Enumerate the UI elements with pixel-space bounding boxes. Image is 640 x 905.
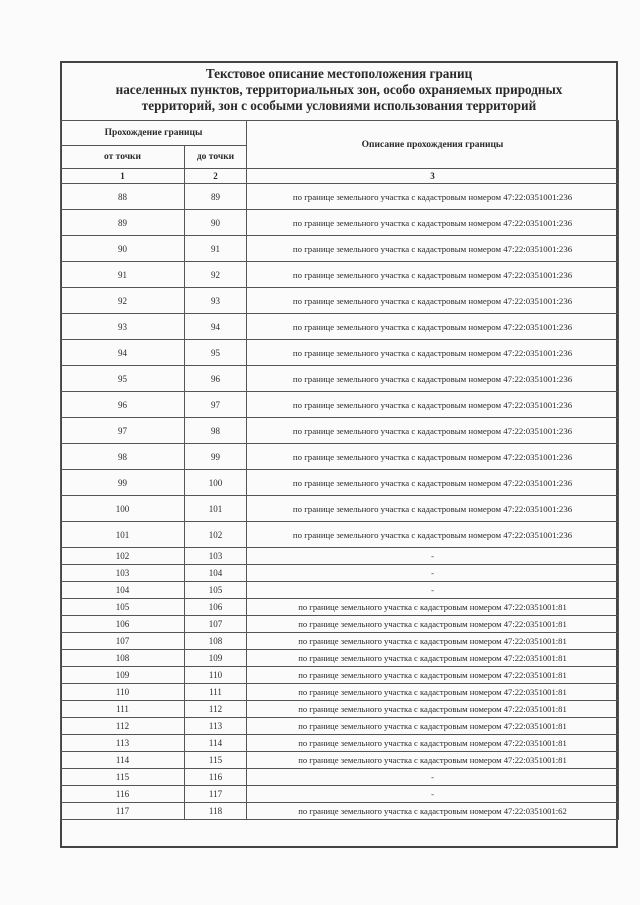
table-row	[61, 184, 619, 210]
from-point-cell: 96	[61, 392, 185, 418]
from-point-cell: 101	[61, 522, 185, 548]
to-point-cell: 103	[185, 548, 247, 565]
table-row	[61, 522, 619, 548]
description-cell: по границе земельного участка с кадастровым номером 47:22:0351001:236	[247, 314, 619, 340]
from-point-cell: 89	[61, 210, 185, 236]
description-cell: по границе земельного участка с кадастровым номером 47:22:0351001:236	[247, 522, 619, 548]
table-row	[61, 418, 619, 444]
table-row	[61, 667, 619, 684]
from-point-cell: 107	[61, 633, 185, 650]
description-cell: по границе земельного участка с кадастровым номером 47:22:0351001:236	[247, 288, 619, 314]
table-row	[61, 650, 619, 667]
from-point-cell: 102	[61, 548, 185, 565]
to-point-cell: 110	[185, 667, 247, 684]
description-cell: по границе земельного участка с кадастровым номером 47:22:0351001:236	[247, 262, 619, 288]
from-point-cell: 110	[61, 684, 185, 701]
from-point-cell: 116	[61, 786, 185, 803]
from-point-cell: 97	[61, 418, 185, 444]
to-point-cell: 118	[185, 803, 247, 820]
to-point-cell: 104	[185, 565, 247, 582]
from-point-cell: 106	[61, 616, 185, 633]
table-row	[61, 262, 619, 288]
description-cell: по границе земельного участка с кадастровым номером 47:22:0351001:236	[247, 444, 619, 470]
from-point-cell: 95	[61, 366, 185, 392]
from-point-cell: 115	[61, 769, 185, 786]
description-cell: по границе земельного участка с кадастровым номером 47:22:0351001:236	[247, 210, 619, 236]
description-cell: по границе земельного участка с кадастровым номером 47:22:0351001:236	[247, 496, 619, 522]
table-row	[61, 599, 619, 616]
to-point-cell: 111	[185, 684, 247, 701]
to-point-cell: 117	[185, 786, 247, 803]
header-to-point: до точки	[185, 146, 247, 169]
description-cell: по границе земельного участка с кадастровым номером 47:22:0351001:81	[247, 735, 619, 752]
description-cell: по границе земельного участка с кадастровым номером 47:22:0351001:81	[247, 667, 619, 684]
to-point-cell: 97	[185, 392, 247, 418]
header-col-number-3: 3	[247, 169, 619, 184]
from-point-cell: 104	[61, 582, 185, 599]
from-point-cell: 105	[61, 599, 185, 616]
table-row	[61, 769, 619, 786]
to-point-cell: 112	[185, 701, 247, 718]
to-point-cell: 101	[185, 496, 247, 522]
table-row	[61, 633, 619, 650]
table-row	[61, 565, 619, 582]
from-point-cell: 99	[61, 470, 185, 496]
table-row	[61, 616, 619, 633]
table-row	[61, 210, 619, 236]
description-cell: по границе земельного участка с кадастровым номером 47:22:0351001:236	[247, 470, 619, 496]
title-line-1: Текстовое описание местоположения границ	[205, 66, 473, 81]
from-point-cell: 91	[61, 262, 185, 288]
to-point-cell: 93	[185, 288, 247, 314]
description-cell: по границе земельного участка с кадастровым номером 47:22:0351001:81	[247, 650, 619, 667]
to-point-cell: 90	[185, 210, 247, 236]
header-from-point: от точки	[61, 146, 185, 169]
to-point-cell: 107	[185, 616, 247, 633]
from-point-cell: 103	[61, 565, 185, 582]
to-point-cell: 98	[185, 418, 247, 444]
table-row	[61, 752, 619, 769]
header-passage: Прохождение границы	[61, 121, 247, 146]
description-cell: по границе земельного участка с кадастровым номером 47:22:0351001:236	[247, 236, 619, 262]
document-title	[60, 62, 618, 120]
table-row	[61, 392, 619, 418]
from-point-cell: 112	[61, 718, 185, 735]
table-row	[61, 496, 619, 522]
description-cell: по границе земельного участка с кадастровым номером 47:22:0351001:81	[247, 633, 619, 650]
description-cell: по границе земельного участка с кадастровым номером 47:22:0351001:81	[247, 752, 619, 769]
to-point-cell: 114	[185, 735, 247, 752]
from-point-cell: 90	[61, 236, 185, 262]
to-point-cell: 100	[185, 470, 247, 496]
description-cell: по границе земельного участка с кадастровым номером 47:22:0351001:236	[247, 392, 619, 418]
from-point-cell: 117	[61, 803, 185, 820]
table-row	[61, 803, 619, 820]
to-point-cell: 91	[185, 236, 247, 262]
description-cell: по границе земельного участка с кадастровым номером 47:22:0351001:236	[247, 366, 619, 392]
to-point-cell: 89	[185, 184, 247, 210]
header-col-number-2: 2	[185, 169, 247, 184]
table-row	[61, 548, 619, 565]
description-cell: -	[247, 786, 619, 803]
header-col-number-1: 1	[61, 169, 185, 184]
from-point-cell: 100	[61, 496, 185, 522]
description-cell: по границе земельного участка с кадастровым номером 47:22:0351001:81	[247, 599, 619, 616]
from-point-cell: 108	[61, 650, 185, 667]
to-point-cell: 115	[185, 752, 247, 769]
table-row	[61, 786, 619, 803]
table-row	[61, 314, 619, 340]
table-row	[61, 470, 619, 496]
to-point-cell: 105	[185, 582, 247, 599]
description-cell: по границе земельного участка с кадастровым номером 47:22:0351001:236	[247, 184, 619, 210]
to-point-cell: 92	[185, 262, 247, 288]
description-cell: по границе земельного участка с кадастровым номером 47:22:0351001:81	[247, 701, 619, 718]
to-point-cell: 99	[185, 444, 247, 470]
description-cell: -	[247, 769, 619, 786]
title-line-3: территорий, зон с особыми условиями использования территорий	[141, 98, 537, 113]
from-point-cell: 88	[61, 184, 185, 210]
from-point-cell: 93	[61, 314, 185, 340]
from-point-cell: 114	[61, 752, 185, 769]
from-point-cell: 98	[61, 444, 185, 470]
description-cell: по границе земельного участка с кадастровым номером 47:22:0351001:62	[247, 803, 619, 820]
to-point-cell: 108	[185, 633, 247, 650]
table-row	[61, 366, 619, 392]
description-cell: по границе земельного участка с кадастровым номером 47:22:0351001:236	[247, 340, 619, 366]
table-row	[61, 718, 619, 735]
from-point-cell: 111	[61, 701, 185, 718]
boundary-table	[60, 120, 619, 820]
description-cell: по границе земельного участка с кадастровым номером 47:22:0351001:81	[247, 684, 619, 701]
description-cell: -	[247, 582, 619, 599]
table-row	[61, 701, 619, 718]
table-row	[61, 288, 619, 314]
to-point-cell: 102	[185, 522, 247, 548]
to-point-cell: 106	[185, 599, 247, 616]
table-row	[61, 735, 619, 752]
to-point-cell: 96	[185, 366, 247, 392]
from-point-cell: 113	[61, 735, 185, 752]
title-line-2: населенных пунктов, территориальных зон, особо охраняемых природных	[115, 82, 563, 97]
header-description: Описание прохождения границы	[247, 121, 619, 169]
table-row	[61, 236, 619, 262]
from-point-cell: 92	[61, 288, 185, 314]
to-point-cell: 95	[185, 340, 247, 366]
description-cell: -	[247, 548, 619, 565]
to-point-cell: 94	[185, 314, 247, 340]
to-point-cell: 109	[185, 650, 247, 667]
to-point-cell: 116	[185, 769, 247, 786]
description-cell: -	[247, 565, 619, 582]
from-point-cell: 94	[61, 340, 185, 366]
table-row	[61, 582, 619, 599]
to-point-cell: 113	[185, 718, 247, 735]
table-row	[61, 684, 619, 701]
description-cell: по границе земельного участка с кадастровым номером 47:22:0351001:81	[247, 718, 619, 735]
table-row	[61, 340, 619, 366]
table-row	[61, 444, 619, 470]
description-cell: по границе земельного участка с кадастровым номером 47:22:0351001:81	[247, 616, 619, 633]
table-body	[61, 184, 619, 820]
from-point-cell: 109	[61, 667, 185, 684]
description-cell: по границе земельного участка с кадастровым номером 47:22:0351001:236	[247, 418, 619, 444]
